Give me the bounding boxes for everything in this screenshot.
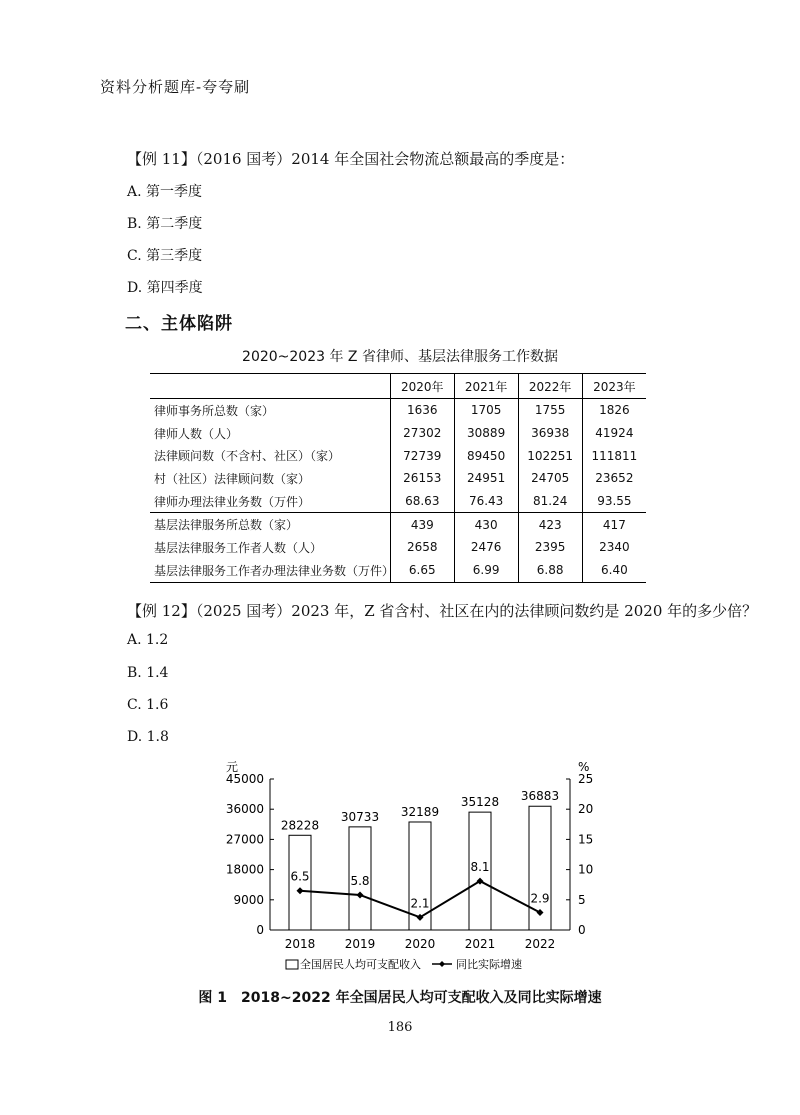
right-axis-label: % — [578, 760, 590, 774]
table-cell: 26153 — [390, 467, 454, 490]
right-tick-label: 15 — [578, 832, 594, 847]
table-row — [150, 559, 646, 582]
bar-value-label: 30733 — [340, 809, 380, 824]
row-label: 基层法律服务工作者人数（人） — [154, 540, 323, 555]
x-tick-label: 2020 — [404, 937, 436, 951]
table-cell: 27302 — [390, 422, 454, 445]
line-value-label: 8.1 — [470, 860, 490, 875]
legend-bar-swatch — [286, 960, 298, 969]
bar-value-label: 32189 — [400, 804, 440, 819]
row-label: 村（社区）法律顾问数（家） — [154, 471, 311, 486]
table-cell: 68.63 — [390, 490, 454, 513]
line-value-label: 2.9 — [530, 891, 550, 906]
table-cell: 30889 — [454, 422, 518, 445]
legend-bar-label: 全国居民人均可支配收入 — [300, 958, 421, 971]
table-cell: 36938 — [518, 422, 582, 445]
table-row — [150, 422, 646, 445]
left-tick-label: 36000 — [225, 802, 264, 817]
table-title: 2020~2023 年 Z 省律师、基层法律服务工作数据 — [242, 349, 558, 365]
table-cell: 24705 — [518, 467, 582, 490]
table-row — [150, 490, 646, 513]
right-tick-label: 10 — [578, 862, 594, 877]
x-tick-label: 2019 — [344, 937, 376, 951]
table-row — [150, 513, 646, 536]
row-label: 律师人数（人） — [154, 426, 239, 441]
table-row — [150, 444, 646, 467]
line-value-label: 5.8 — [350, 873, 370, 888]
table-cell: 1755 — [518, 399, 582, 422]
chart-canvas — [200, 757, 620, 982]
table-cell: 76.43 — [454, 490, 518, 513]
column-header: 2022年 — [518, 374, 582, 399]
table-cell: 81.24 — [518, 490, 582, 513]
table-cell: 2658 — [390, 536, 454, 559]
table-cell: 6.65 — [390, 559, 454, 582]
figure-caption: 图 1 2018~2022 年全国居民人均可支配收入及同比实际增速 — [198, 990, 602, 1006]
question-11-option-d: D. 第四季度 — [127, 280, 203, 296]
question-12-text: 【例 12】（2025 国考）2023 年，Z 省含村、社区在内的法律顾问数约是 2020 年的多少倍？ — [127, 602, 758, 620]
question-12-option-a: A. 1.2 — [127, 632, 169, 648]
table-row — [150, 467, 646, 490]
table-cell: 41924 — [582, 422, 646, 445]
x-tick-label: 2022 — [524, 937, 556, 951]
question-11-option-b: B. 第二季度 — [127, 216, 203, 232]
question-11-option-c: C. 第三季度 — [127, 248, 203, 264]
table-cell: 1705 — [454, 399, 518, 422]
table-cell: 2340 — [582, 536, 646, 559]
bar-value-label: 36883 — [520, 789, 560, 804]
row-label: 基层法律服务所总数（家） — [150, 513, 390, 536]
table-cell: 89450 — [454, 444, 518, 467]
left-tick-label: 9000 — [233, 892, 264, 907]
table-cell: 2476 — [454, 536, 518, 559]
legend-line-label: 同比实际增速 — [456, 958, 522, 971]
table-cell: 6.88 — [518, 559, 582, 582]
right-tick-label: 0 — [578, 923, 586, 937]
table-header-row — [150, 374, 646, 399]
bar-value-label: 35128 — [460, 795, 500, 810]
left-tick-label: 27000 — [225, 832, 264, 847]
table-cell: 102251 — [518, 444, 582, 467]
left-tick-label: 45000 — [225, 772, 264, 786]
legend-line-marker — [439, 961, 445, 967]
left-axis-label: 元 — [226, 760, 239, 774]
table-cell: 6.40 — [582, 559, 646, 582]
table-cell: 417 — [582, 513, 646, 536]
page-number: 186 — [387, 1020, 413, 1035]
table-cell: 93.55 — [582, 490, 646, 513]
table-row — [150, 536, 646, 559]
column-header: 2021年 — [454, 374, 518, 399]
left-tick-label: 18000 — [225, 862, 264, 877]
right-tick-label: 5 — [578, 892, 586, 907]
table-row — [150, 399, 646, 422]
line-value-label: 6.5 — [290, 869, 310, 884]
question-12-option-c: C. 1.6 — [127, 697, 169, 713]
question-11-text: 【例 11】（2016 国考）2014 年全国社会物流总额最高的季度是： — [127, 150, 575, 168]
row-label: 律师事务所总数（家） — [154, 403, 275, 418]
table-cell: 1826 — [582, 399, 646, 422]
table-cell: 72739 — [390, 444, 454, 467]
table-cell: 111811 — [582, 444, 646, 467]
table-cell: 430 — [454, 513, 518, 536]
table-cell: 24951 — [454, 467, 518, 490]
x-tick-label: 2021 — [464, 937, 496, 951]
table-cell: 423 — [518, 513, 582, 536]
row-label: 律师办理法律业务数（万件） — [154, 494, 311, 509]
table-cell: 6.99 — [454, 559, 518, 582]
right-tick-label: 20 — [578, 802, 594, 817]
column-header: 2023年 — [582, 374, 646, 399]
table-cell: 439 — [390, 513, 454, 536]
question-12-option-d: D. 1.8 — [127, 729, 169, 745]
question-11-option-a: A. 第一季度 — [127, 184, 203, 200]
table-cell: 2395 — [518, 536, 582, 559]
column-header: 2020年 — [390, 374, 454, 399]
row-label: 法律顾问数（不含村、社区）（家） — [154, 449, 341, 464]
data-table — [150, 373, 646, 583]
section-title: 二、主体陷阱 — [125, 314, 233, 334]
x-tick-label: 2018 — [284, 937, 316, 951]
question-12-option-b: B. 1.4 — [127, 665, 169, 681]
table-corner-cell — [150, 374, 390, 399]
line-value-label: 2.1 — [410, 896, 430, 911]
bar-value-label: 28228 — [280, 818, 320, 833]
page-header: 资料分析题库-夸夸刷 — [100, 78, 251, 96]
table-cell: 1636 — [390, 399, 454, 422]
table-cell: 23652 — [582, 467, 646, 490]
left-tick-label: 0 — [256, 923, 264, 937]
right-tick-label: 25 — [578, 772, 594, 786]
income-chart — [200, 757, 620, 1007]
row-label: 基层法律服务工作者办理法律业务数（万件） — [150, 559, 390, 582]
